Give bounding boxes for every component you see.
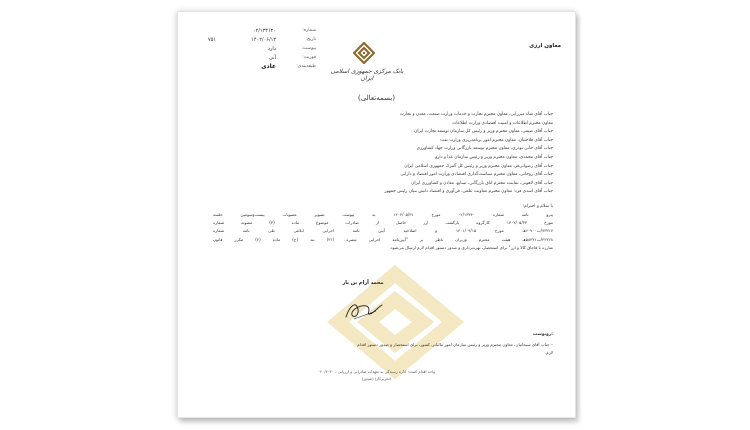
meta-label: طبقه‌بندی: bbox=[296, 64, 316, 69]
letter-document bbox=[177, 11, 576, 418]
page-number: ۷۵۱ bbox=[208, 36, 217, 43]
department-title: معاون ارزی bbox=[529, 43, 561, 49]
meta-row-classification bbox=[206, 62, 316, 71]
recipient-line: جناب آقای فلاحتیان، معاون محترم امور برنامه‌ریزی وزارت نفت bbox=[440, 137, 553, 143]
cc-list bbox=[213, 341, 553, 357]
meta-label: تاریخ: bbox=[305, 37, 316, 42]
recipient-list bbox=[203, 111, 553, 197]
cc-line: – جناب آقای سبحانیان، معاون محترم وزیر و رئیس سازمان امور مالیاتی کشور، برای استحضار و صدور دستور اقدام bbox=[357, 342, 553, 347]
body-line: پیرو نامه شماره ۰۲/۱۳۳۴۰ مورخ ۱۴۰۲/۰۵/۳۱ به پیوست تصویر مصوبات بیست‌وسومین جلسه bbox=[213, 212, 553, 217]
meta-value: ۰۲/۱۳۳۱۲۰ bbox=[252, 27, 276, 34]
meta-row-attachment bbox=[206, 44, 316, 53]
meta-row-date bbox=[206, 35, 316, 44]
body-line: ۷۳۳۱۷/ت۶۰۷۰۰هـ مورخ ۱۴۰۱/۰۹/۱۵ و اصلاحیه آیین نامه اجرایی ابلاغی طی نامه شماره bbox=[213, 228, 554, 234]
body-line: مبارزه با قاچاق کالا و ارز" برای استحضار، بهره‌برداری و صدور دستور اقدام لازم ارسال می‌شود. bbox=[389, 244, 553, 250]
signer-name: محمد آرام بن یار bbox=[342, 280, 384, 286]
meta-value: دارد bbox=[267, 45, 276, 52]
bank-name-logotype: بانک مرکزی جمهوری اسلامی ایران bbox=[330, 68, 404, 82]
cc-line: لازم. bbox=[544, 350, 553, 356]
recipient-line: جناب آقای رضوانی‌فر، معاون محترم وزیر و رئیس کل گمرک جمهوری اسلامی ایران bbox=[404, 163, 553, 169]
letter-meta bbox=[206, 26, 316, 71]
recipient-line: معاون محترم اطلاعات و امنیت اقتصادی وزارت اطلاعات bbox=[452, 120, 553, 126]
recipient-line: جناب آقای شاه میرزایی، معاون محترم تجارت و خدمات وزارت صنعت، معدن و تجارت bbox=[399, 112, 553, 117]
recipient-line: جناب آقای محمدی، معاون محترم وزیر و رئیس سازمان غذا و دارو bbox=[435, 154, 553, 160]
body-line: مورخ ۱۴۰۲/۰۵/۳۳ کارگروه بازگشت ارز حاصل از صادرات موضوع ماده (۳) مصوبه شماره bbox=[213, 220, 554, 226]
recipient-line: جناب آقای روحانی، معاون محترم سیاست‌گذاری اقتصادی وزارت امور اقتصاد و دارایی bbox=[400, 172, 553, 178]
meta-value: آنی bbox=[269, 54, 276, 61]
signature-icon bbox=[328, 295, 398, 325]
meta-value: عادی bbox=[261, 63, 276, 70]
footer-line: (صدور) (تحریرکار) bbox=[361, 376, 392, 381]
salutation: با سلام و احترام؛ bbox=[522, 204, 553, 209]
meta-row-number bbox=[206, 26, 316, 35]
meta-label: فوریت: bbox=[302, 55, 316, 60]
recipient-line: جناب آقای خانی نوذری، معاون محترم توسعه بازرگانی وزارت جهاد کشاورزی bbox=[416, 146, 553, 152]
recipient-line: جناب آقای اسدی فرد؛ معاون محترم معاونت علمی، فن‌آوری و اقتصاد دانش بنیان رئیس جمهور bbox=[384, 189, 553, 195]
body-line: ۴۲۳۶۸/ت۵۸۳۲۱هـ هیئت محترم وزیران ناظر بر "آیین‌نامه اجرایی تبصره (۳۱) بند (ج) ماده (۲) مکرر قانون bbox=[213, 236, 553, 242]
meta-value: ۱۴۰۲/۰۶/۱۳ bbox=[251, 36, 276, 43]
meta-label: پیوست: bbox=[301, 46, 316, 51]
body-paragraph bbox=[213, 211, 553, 252]
letter-body bbox=[213, 202, 553, 252]
footer-line: واحد اقدام کننده: اداره رسیدگی به تعهدات صادراتی و ارزیابی – ۰۲۰/۳۰۳۰ bbox=[318, 369, 435, 374]
central-bank-emblem-icon bbox=[353, 42, 375, 64]
recipient-line: جناب آقای صیفی، معاون محترم وزیر و رئیس کل سازمان توسعه تجارت ایران bbox=[414, 129, 553, 135]
meta-row-urgency bbox=[206, 53, 316, 62]
letter-footer bbox=[178, 368, 575, 382]
greeting: (بسمه‌تعالی) bbox=[358, 94, 395, 102]
cc-title: رونوشت: bbox=[533, 332, 553, 337]
meta-label: شماره: bbox=[302, 28, 316, 33]
recipient-line: جناب آقای لاهوتی، نماینده محترم اتاق بازرگانی، صنایع، معادن و کشاورزی ایران bbox=[411, 180, 553, 186]
